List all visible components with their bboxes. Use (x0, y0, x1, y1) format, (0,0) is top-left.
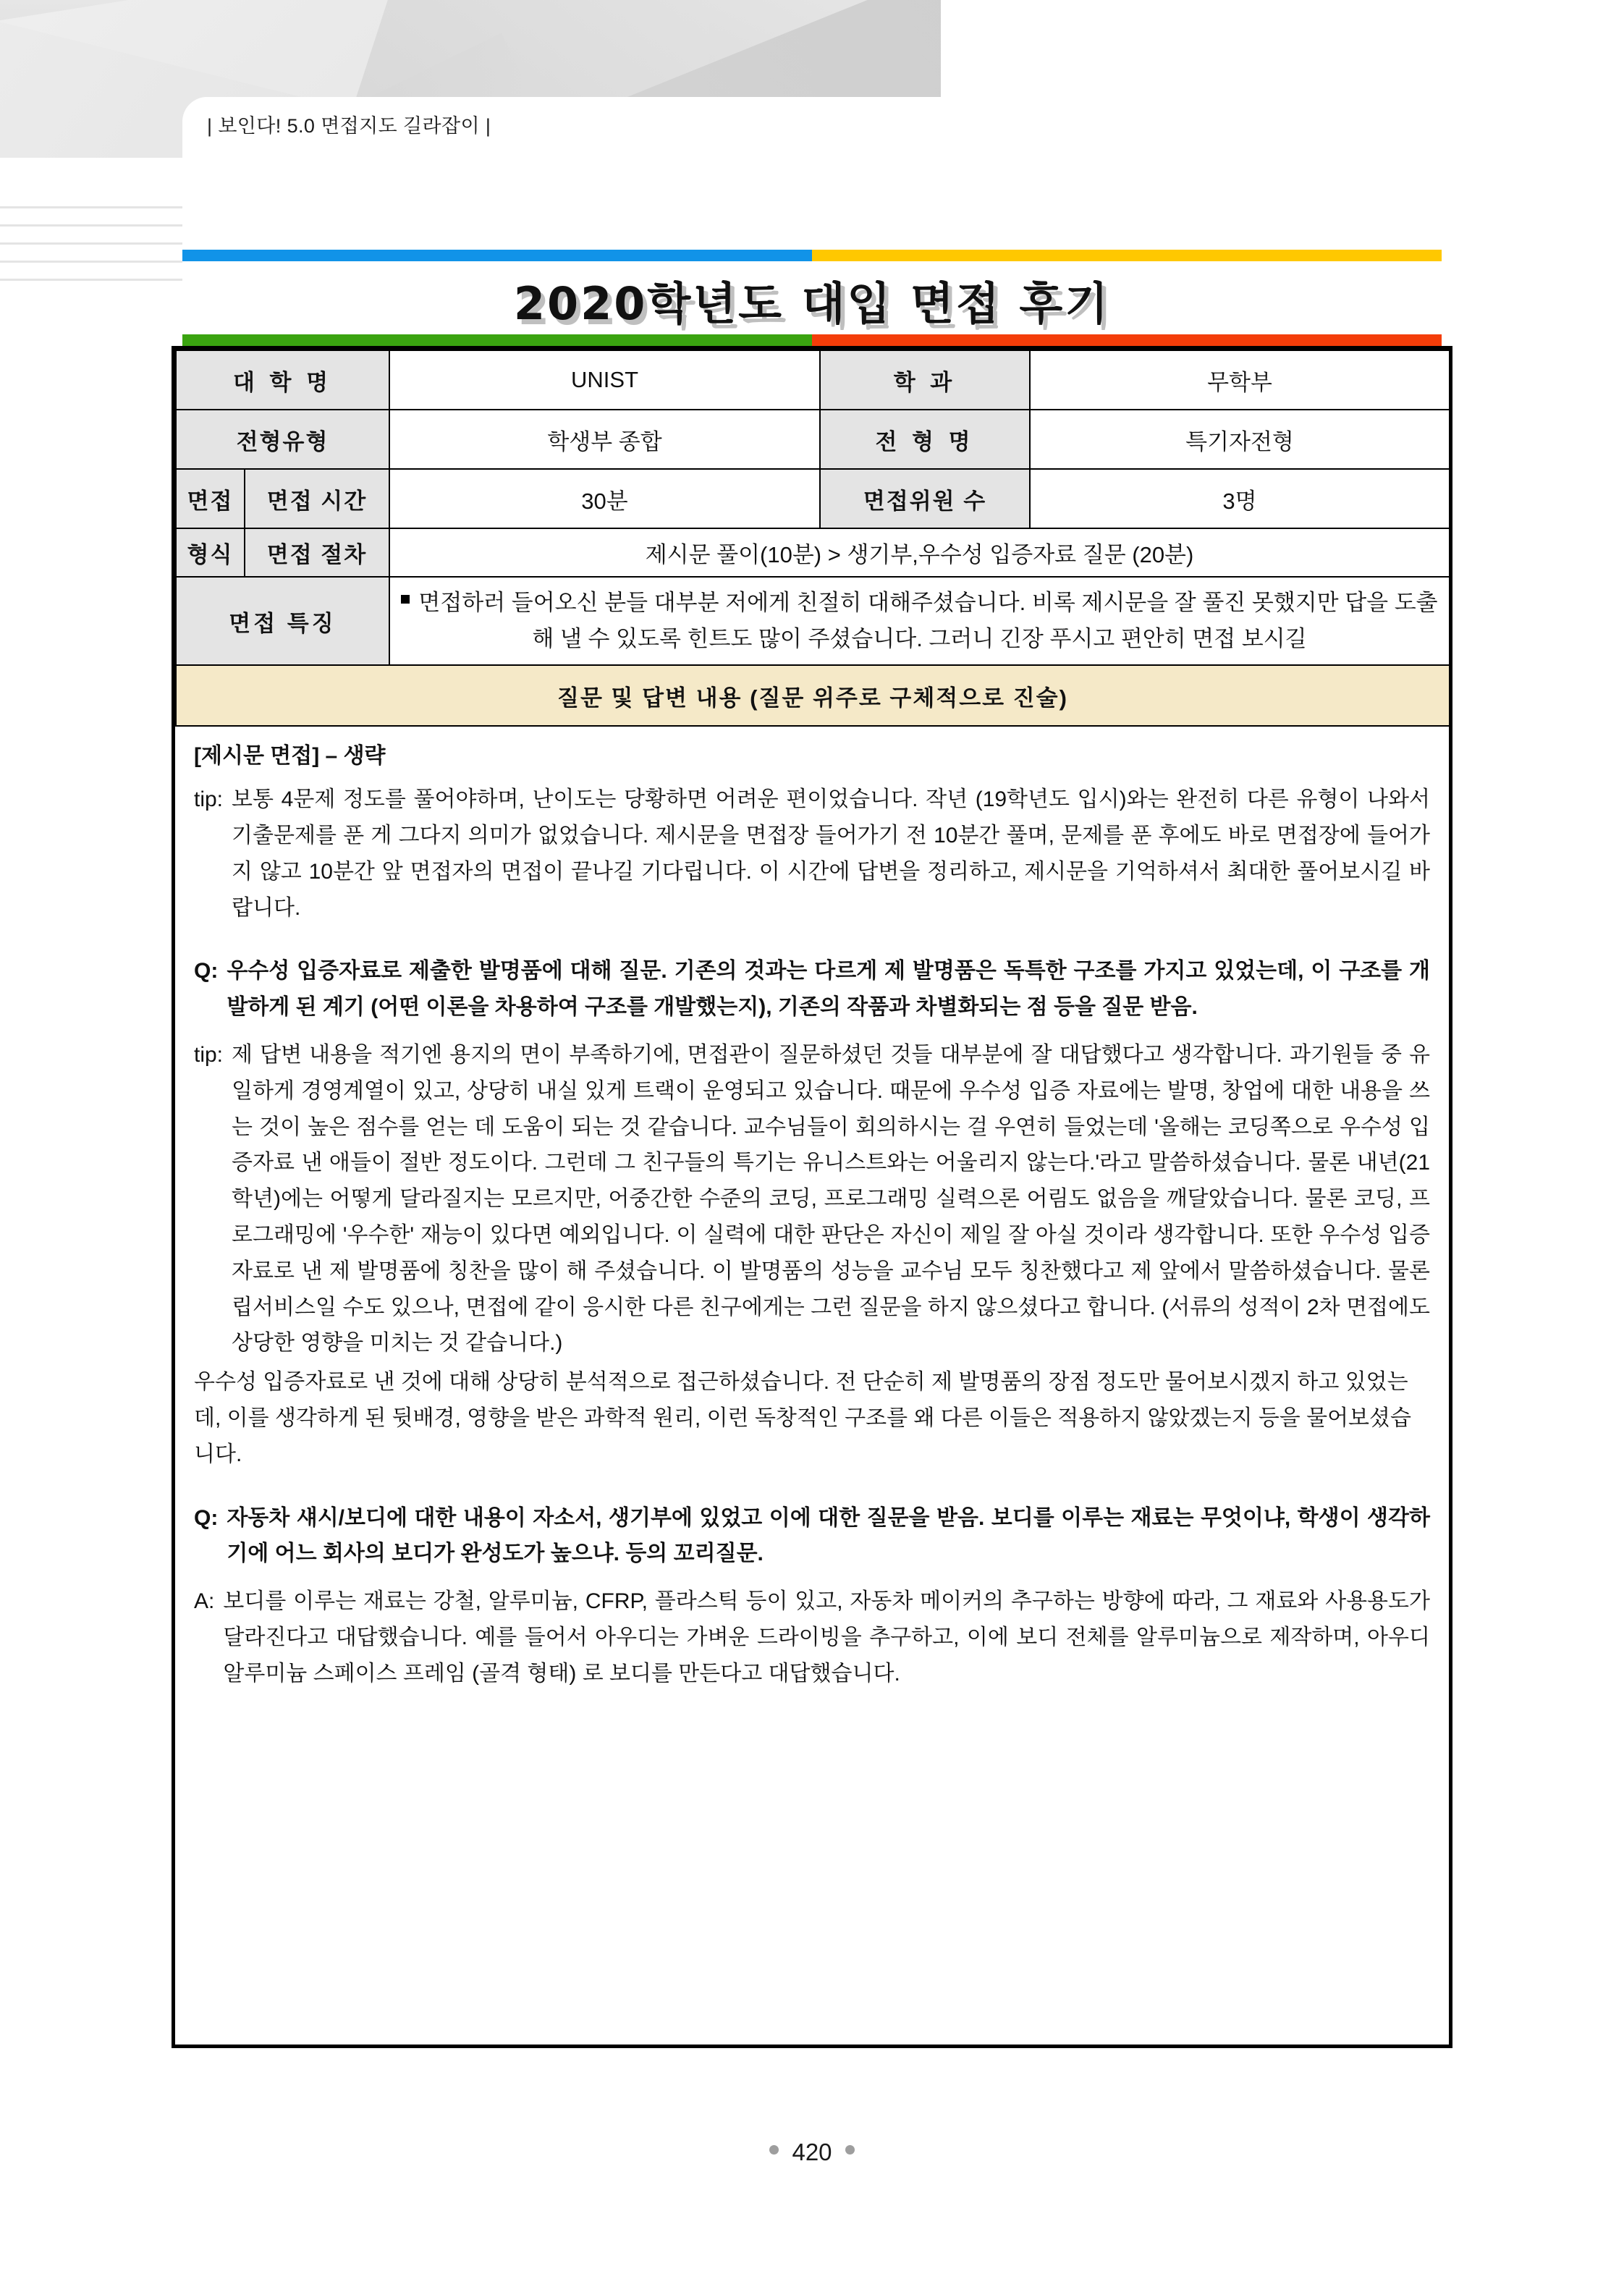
rule-segment-red (812, 334, 1442, 346)
table-row (176, 410, 1450, 469)
block-tag: tip: (194, 1043, 224, 1067)
spacer (194, 929, 1430, 953)
feature-value: 면접하러 들어오신 분들 대부분 저에게 친절히 대해주셨습니다. 비록 제시문을 잘 풀진 못했지만 답을 도출해 낼 수 있도록 힌트도 많이 주셨습니다. 그러니 긴장 푸시고 편안히 면접 보시길 (418, 590, 1438, 652)
footer-dot-right-icon (845, 2145, 855, 2155)
block-text: 보디를 이루는 재료는 강철, 알루미늄, CFRP, 플라스틱 등이 있고, 자동차 메이커의 추구하는 방향에 따라, 그 재료와 사용용도가 달라진다고 대답했습니다. 예를 들어서 아우디는 가벼운 드라이빙을 추구하고, 이에 보디 전체를 알루미늄으로 제작하며, 아우디 알루미늄 스페이스 프레임 (골격 형태) 로 보디를 만든다고 대답했습니다. (223, 1589, 1430, 1686)
page-footer (0, 2139, 1624, 2166)
rule-segment-yellow (812, 250, 1442, 261)
table-row (176, 577, 1450, 665)
qa-content (175, 727, 1449, 1691)
block-text: 우수성 입증자료로 낸 것에 대해 상당히 분석적으로 접근하셨습니다. 전 단순히 제 발명품의 장점 정도만 물어보시겠지 하고 있었는데, 이를 생각하게 된 뒷배경, 영향을 받은 과학적 원리, 이런 독창적인 구조를 왜 다른 이들은 적용하지 않았겠는지 등을 물어보셨습니다. (194, 1370, 1411, 1466)
interview-time-value: 30분 (389, 469, 820, 528)
block-tag: A: (194, 1589, 215, 1614)
ruled-line (0, 261, 182, 263)
interviewer-count-label: 면접위원 수 (820, 469, 1030, 528)
block-text: 자동차 섀시/보디에 대한 내용이 자소서, 생기부에 있었고 이에 대한 질문을 받음. 보디를 이루는 재료는 무엇이냐, 학생이 생각하기에 어느 회사의 보디가 완성도가 높으냐. 등의 꼬리질문. (227, 1505, 1430, 1566)
university-value: UNIST (389, 350, 820, 410)
ruled-line (0, 206, 182, 208)
feature-label: 면접 특징 (176, 577, 389, 665)
content-block-question-1 (194, 953, 1430, 1026)
content-block-tip-2 (194, 1037, 1430, 1361)
admission-name-value: 특기자전형 (1030, 410, 1450, 469)
procedure-label: 면접 절차 (245, 528, 389, 577)
ruled-lines-decoration (0, 206, 182, 297)
format-label-line2: 형식 (176, 528, 245, 577)
university-label: 대 학 명 (176, 350, 389, 410)
admission-type-value: 학생부 종합 (389, 410, 820, 469)
section-header: 질문 및 답변 내용 (질문 위주로 구체적으로 진술) (176, 665, 1450, 726)
footer-dot-left-icon (769, 2145, 779, 2155)
page-number: 420 (792, 2139, 832, 2165)
ruled-line (0, 279, 182, 281)
spacer (194, 1028, 1430, 1037)
block-text: 제 답변 내용을 적기엔 용지의 면이 부족하기에, 면접관이 질문하셨던 것들 대부분에 잘 대답했다고 생각합니다. 과기원들 중 유일하게 경영계열이 있고, 상당히 내실 있게 트랙이 운영되고 있습니다. 때문에 우수성 입증 자료에는 발명, 창업에 대한 내용을 쓰는 것이 높은 점수를 얻는 데 도움이 되는 것 같습니다. 교수님들이 회의하시는 걸 우연히 들었는데 '올해는 코딩쪽으로 우수성 입증자료 낸 애들이 절반 정도이다. 그런데 그 친구들의 특기는 유니스트와는 어울리지 않는다.'라고 말씀하셨습니다. 물론 내년(21학년)에는 어떻게 달라질지는 모르지만, 어중간한 수준의 코딩, 프로그래밍 실력으론 어림도 없음을 깨달았습니다. 물론 코딩, 프로그래밍에 '우수한' 재능이 있다면 예외입니다. 이 실력에 대한 판단은 자신이 제일 잘 아실 것이라 생각합니다. 또한 우수성 입증자료로 낸 제 발명품에 칭찬을 많이 해 주셨습니다. 이 발명품의 성능을 교수님 모두 칭찬했다고 제 앞에서 말씀하셨습니다. 물론 립서비스일 수도 있으나, 면접에 같이 응시한 다른 친구에게는 그런 질문을 하지 않으셨다고 합니다. (서류의 성적이 2차 면접에도 상당한 영향을 미치는 것 같습니다.) (232, 1043, 1430, 1356)
spacer (194, 1575, 1430, 1584)
block-tag: Q: (194, 1505, 219, 1530)
rule-segment-green (182, 334, 812, 346)
procedure-value: 제시문 풀이(10분) > 생기부,우수성 입증자료 질문 (20분) (389, 528, 1450, 577)
content-block-answer-1 (194, 1584, 1430, 1691)
spacer (194, 1476, 1430, 1500)
rule-segment-blue (182, 250, 812, 261)
department-label: 학 과 (820, 350, 1030, 410)
title-rule-bottom (182, 334, 1442, 346)
ruled-line (0, 242, 182, 245)
department-value: 무학부 (1030, 350, 1450, 410)
table-row (176, 350, 1450, 410)
feature-value-cell (389, 577, 1450, 665)
interviewer-count-value: 3명 (1030, 469, 1450, 528)
block-tag: tip: (194, 787, 224, 812)
page-title: 2020학년도 대입 면접 후기 (513, 277, 1111, 330)
bullet-icon (401, 595, 410, 604)
table-row (176, 528, 1450, 577)
interview-report-frame (172, 346, 1452, 2048)
table-row (176, 469, 1450, 528)
ruled-line (0, 224, 182, 227)
content-heading: [제시문 면접] – 생략 (194, 744, 386, 769)
content-block-question-2 (194, 1500, 1430, 1573)
interview-info-table (175, 350, 1450, 727)
block-tag: Q: (194, 959, 219, 984)
block-text: 우수성 입증자료로 제출한 발명품에 대해 질문. 기존의 것과는 다르게 제 발명품은 독특한 구조를 가지고 있었는데, 이 구조를 개발하게 된 계기 (어떤 이론을 차용하여 구조를 개발했는지), 기존의 작품과 차별화되는 점 등을 질문 받음. (227, 959, 1430, 1020)
running-head: | 보인다! 5.0 면접지도 길라잡이 | (207, 115, 491, 137)
admission-name-label: 전 형 명 (820, 410, 1030, 469)
admission-type-label: 전형유형 (176, 410, 389, 469)
content-block-tip-1 (194, 782, 1430, 926)
format-label-line1: 면접 (176, 469, 245, 528)
content-block-followup (194, 1364, 1430, 1472)
interview-time-label: 면접 시간 (245, 469, 389, 528)
table-row (176, 665, 1450, 726)
title-rule-top (182, 250, 1442, 261)
block-text: 보통 4문제 정도를 풀어야하며, 난이도는 당황하면 어려운 편이었습니다. 작년 (19학년도 입시)와는 완전히 다른 유형이 나와서 기출문제를 푼 게 그다지 의미가 없었습니다. 제시문을 면접장 들어가기 전 10분간 풀며, 문제를 푼 후에도 바로 면접장에 들어가지 않고 10분간 앞 면접자의 면접이 끝나길 기다립니다. 이 시간에 답변을 정리하고, 제시문을 기억하셔서 최대한 풀어보시길 바랍니다. (232, 787, 1430, 920)
